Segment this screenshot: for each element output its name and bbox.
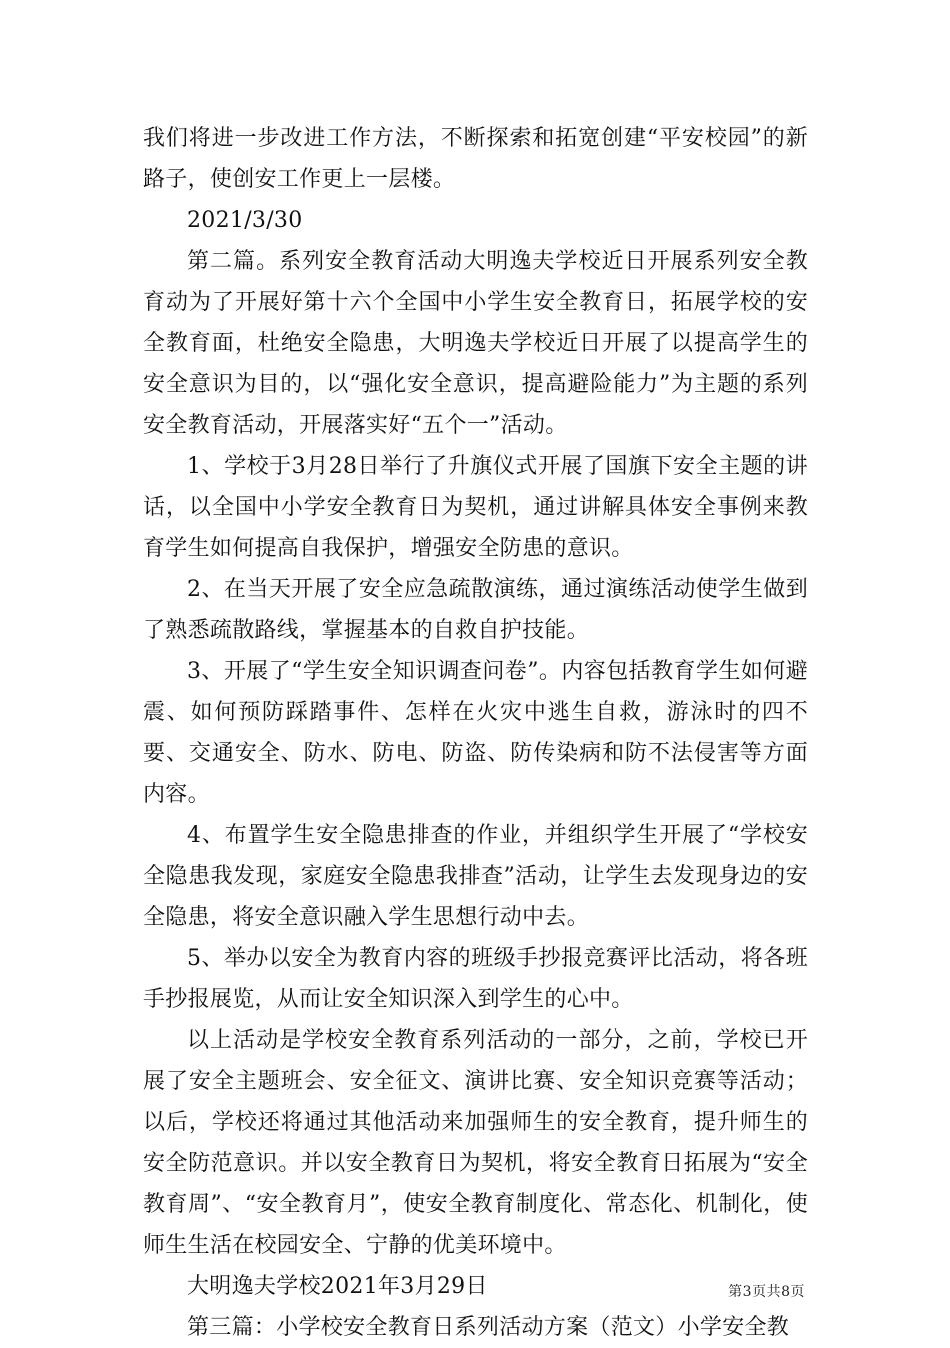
paragraph-signature: 大明逸夫学校2021年3月29日 bbox=[187, 1274, 488, 1299]
paragraph-item-4: 4、布置学生安全隐患排查的作业，并组织学生开展了“学校安全隐患我发现，家庭安全隐患我排查”活动，让学生去发现身边的安全隐患，将安全意识融入学生思想行动中去。 bbox=[143, 823, 808, 930]
paragraph-date: 2021/3/30 bbox=[187, 208, 303, 233]
paragraph-item-3: 3、开展了“学生安全知识调查问卷”。内容包括教育学生如何避震、如何预防踩踏事件、怎样在火灾中逃生自救，游泳时的四不要、交通安全、防水、防电、防盗、防传染病和防不法侵害等方面内容。 bbox=[143, 659, 808, 807]
paragraph-summary: 以上活动是学校安全教育系列活动的一部分，之前，学校已开展了安全主题班会、安全征文、演讲比赛、安全知识竞赛等活动；以后，学校还将通过其他活动来加强师生的安全教育，提升师生的安全防范意识。并以安全教育日为契机，将安全教育日拓展为“安全教育周”、“安全教育月”，使安全教育制度化、常态化、机制化，使师生生活在校园安全、宁静的优美环境中。 bbox=[143, 1028, 808, 1258]
paragraph-part-three-title: 第三篇：小学校安全教育日系列活动方案（范文）小学安全教 bbox=[187, 1315, 790, 1340]
page-number: 第3页共8页 bbox=[728, 1284, 805, 1300]
paragraph-item-5: 5、举办以安全为教育内容的班级手抄报竞赛评比活动，将各班手抄报展览，从而让安全知识深入到学生的心中。 bbox=[143, 946, 808, 1012]
paragraph-item-1: 1、学校于3月28日举行了升旗仪式开展了国旗下安全主题的讲话，以全国中小学安全教育日为契机，通过讲解具体安全事例来教育学生如何提高自我保护，增强安全防患的意识。 bbox=[143, 454, 808, 561]
paragraph-continuation: 我们将进一步改进工作方法，不断探索和拓宽创建“平安校园”的新路子，使创安工作更上一层楼。 bbox=[143, 126, 808, 192]
paragraph-item-2: 2、在当天开展了安全应急疏散演练，通过演练活动使学生做到了熟悉疏散路线，掌握基本的自救自护技能。 bbox=[143, 577, 808, 643]
paragraph-part-two-intro: 第二篇。系列安全教育活动大明逸夫学校近日开展系列安全教育动为了开展好第十六个全国中小学生安全教育日，拓展学校的安全教育面，杜绝安全隐患，大明逸夫学校近日开展了以提高学生的安全意识为目的，以“强化安全意识，提高避险能力”为主题的系列安全教育活动，开展落实好“五个一”活动。 bbox=[143, 249, 808, 438]
document-body bbox=[143, 118, 808, 1348]
